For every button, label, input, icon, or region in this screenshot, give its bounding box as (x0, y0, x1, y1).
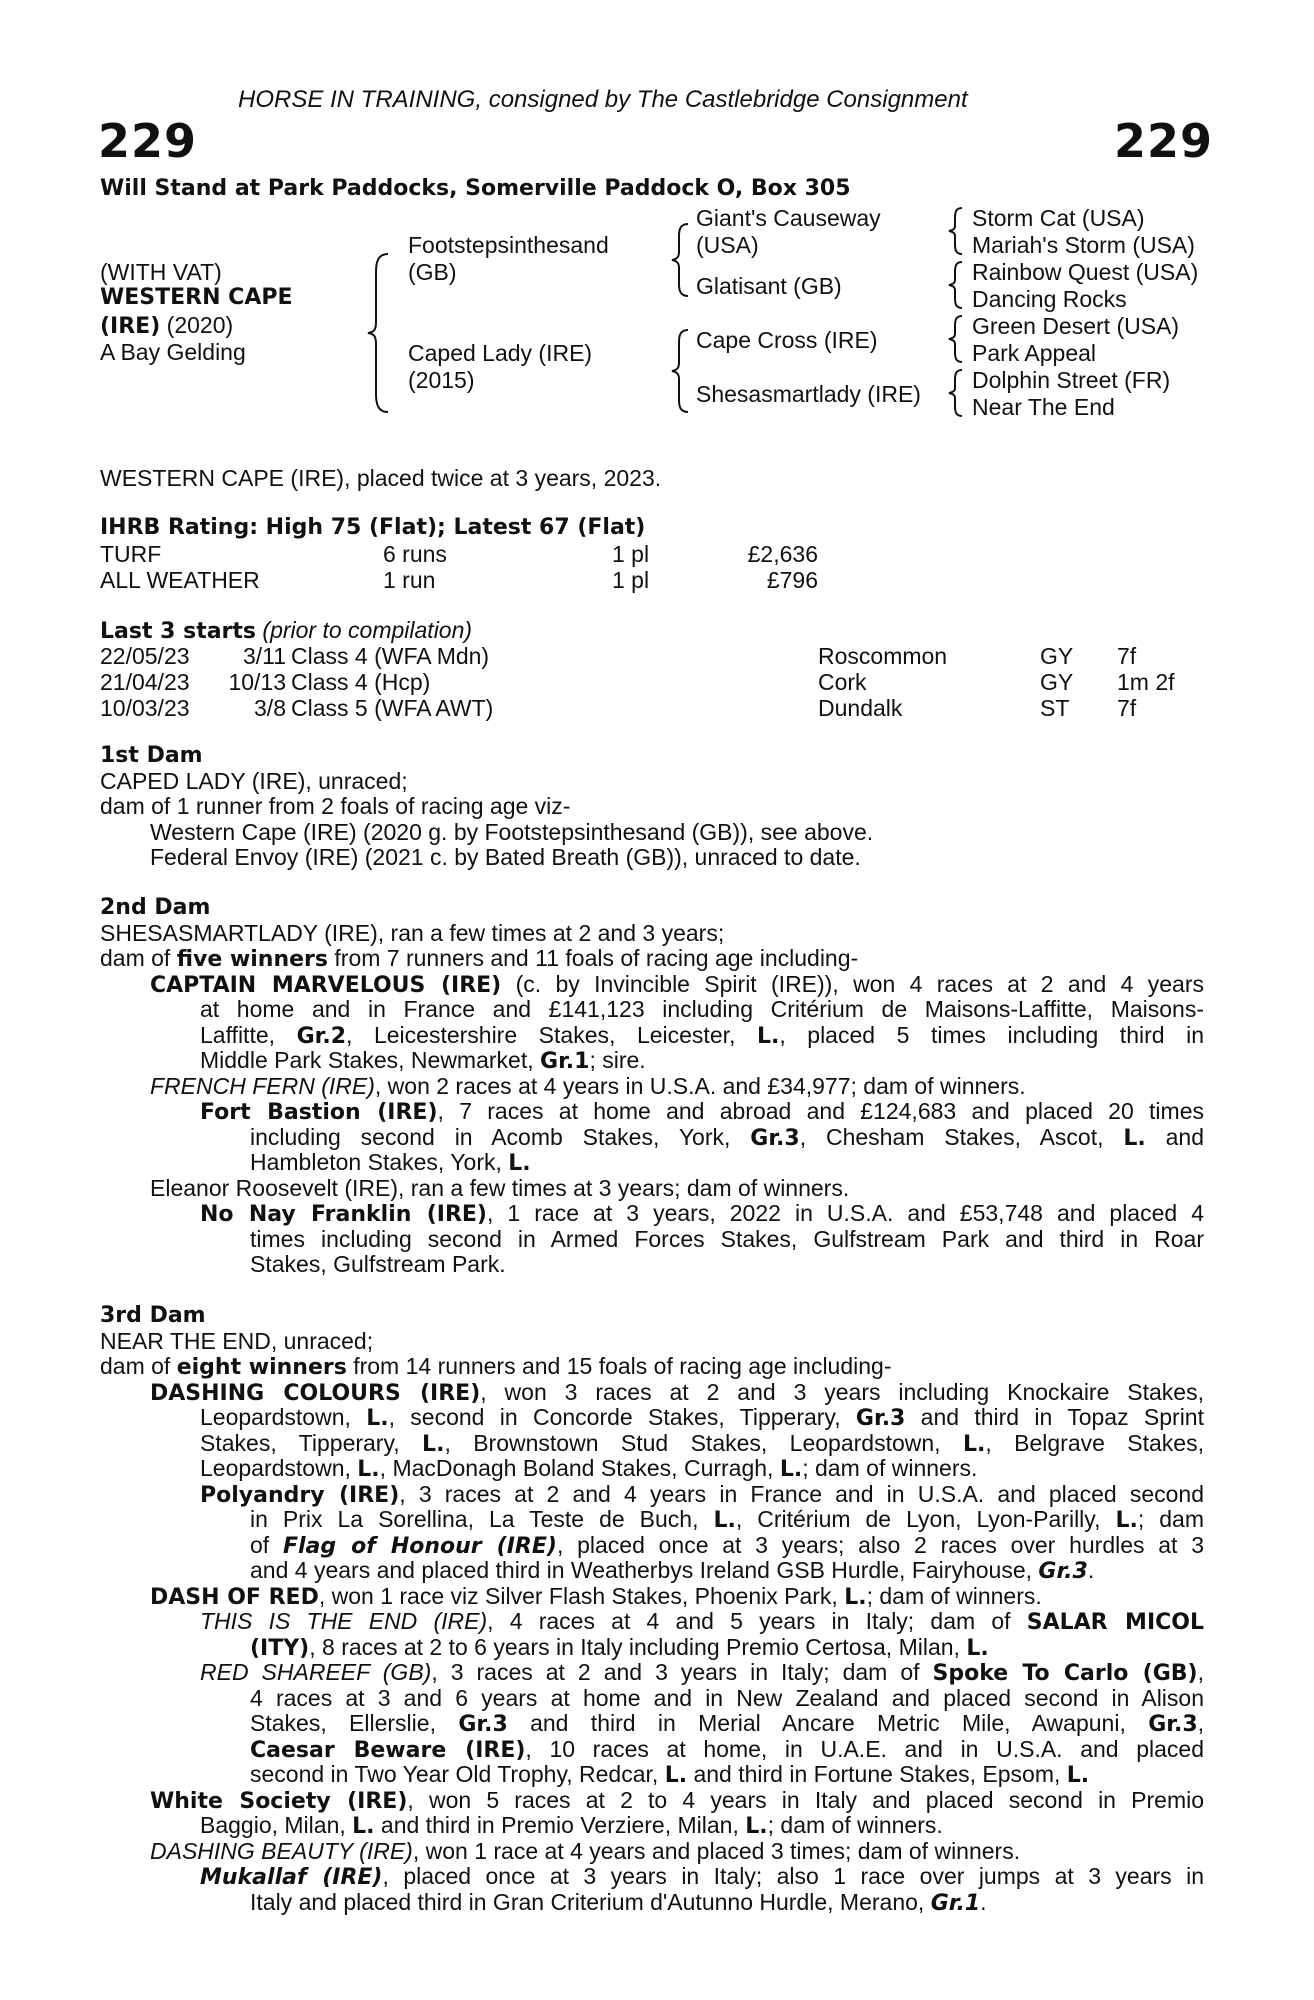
third-dam-section (100, 1303, 1204, 1915)
produce-line: Middle Park Stakes, Newmarket, Gr.1; sire. (200, 1047, 646, 1074)
sire-origin: (GB) (408, 259, 457, 285)
produce-line: Stakes, Tipperary, L., Brownstown Stud Stakes, Leopardstown, L., Belgrave Stakes, (200, 1430, 1204, 1456)
first-dam-section (100, 743, 1204, 871)
produce-line: Stakes, Ellerslie, Gr.3 and third in Merial Ancare Metric Mile, Awapuni, Gr.3, (250, 1711, 1204, 1737)
granddam-2: Dancing Rocks (972, 286, 1127, 312)
horse-description: A Bay Gelding (100, 339, 246, 365)
produce-line: Leopardstown, L., second in Concorde Stakes, Tipperary, Gr.3 and third in Topaz Sprint (200, 1405, 1204, 1431)
produce-line: in Prix La Sorellina, La Teste de Buch, L., Critérium de Lyon, Lyon-Parilly, L.; dam (250, 1507, 1204, 1533)
dam-line: CAPED LADY (IRE), unraced; (100, 767, 408, 794)
sire-name: Footstepsinthesand (408, 232, 609, 258)
produce-line: 4 races at 3 and 6 years at home and in New Zealand and placed second in Alison (250, 1685, 1204, 1711)
pedigree-brace-2 (670, 222, 692, 298)
catalogue-header: HORSE IN TRAINING, consigned by The Castlebridge Consignment (238, 86, 968, 113)
dam-sire: Cape Cross (IRE) (696, 327, 878, 353)
section-heading: 1st Dam (100, 743, 203, 768)
start-class: Class 5 (WFA AWT) (291, 695, 494, 721)
produce-dashing-colours: DASHING COLOURS (IRE), won 3 races at 2 and 3 years including Knockaire Stakes, (150, 1379, 1204, 1405)
produce-caesar-beware: Caesar Beware (IRE), 10 races at home, in U.A.E. and in U.S.A. and placed (250, 1736, 1204, 1762)
start-going: GY (1040, 669, 1074, 695)
dam-line: dam of eight winners from 14 runners and 15 foals of racing age including- (100, 1353, 892, 1380)
start-course: Dundalk (818, 695, 903, 721)
rating-runs: 1 run (383, 567, 436, 593)
sire-sire-origin: (USA) (696, 232, 759, 258)
produce-line: Laffitte, Gr.2, Leicestershire Stakes, Leicester, L., placed 5 times including third in (200, 1022, 1204, 1048)
granddam-4: Near The End (972, 394, 1115, 420)
start-distance: 7f (1117, 695, 1137, 721)
race-summary: WESTERN CAPE (IRE), placed twice at 3 years, 2023. (100, 465, 662, 491)
start-date: 21/04/23 (100, 669, 190, 695)
produce-line: Italy and placed third in Gran Criterium d'Autunno Hurdle, Merano, Gr.1. (250, 1888, 987, 1916)
lot-number-left: 229 (98, 114, 198, 168)
rating-title: IHRB Rating: High 75 (Flat); Latest 67 (Flat) (100, 515, 646, 540)
start-course: Roscommon (818, 643, 948, 669)
produce-line: Stakes, Gulfstream Park. (250, 1251, 506, 1277)
pedigree-brace-7 (946, 368, 966, 418)
produce-captain-marvelous: CAPTAIN MARVELOUS (IRE) (c. by Invincible Spirit (IRE)), won 4 races at 2 and 4 years (150, 971, 1204, 997)
last-starts-title: Last 3 starts (prior to compilation) (100, 617, 473, 644)
start-date: 22/05/23 (100, 643, 190, 669)
sire-sire: Giant's Causeway (696, 205, 881, 231)
produce-dash-of-red: DASH OF RED, won 1 race viz Silver Flash Stakes, Phoenix Park, L.; dam of winners. (150, 1582, 1042, 1610)
produce-line: of Flag of Honour (IRE), placed once at 3 years; also 2 races over hurdles at 3 (250, 1532, 1204, 1558)
dam-line: dam of 1 runner from 2 foals of racing age viz- (100, 793, 571, 819)
produce-this-is-the-end: THIS IS THE END (IRE), 4 races at 4 and 5 years in Italy; dam of SALAR MICOL (200, 1609, 1204, 1635)
produce-line: Federal Envoy (IRE) (2021 c. by Bated Breath (GB)), unraced to date. (150, 844, 861, 870)
dam-line: NEAR THE END, unraced; (100, 1327, 374, 1354)
produce-line: times including second in Armed Forces Stakes, Gulfstream Park and third in Roar (250, 1226, 1204, 1252)
dam-line: SHESASMARTLADY (IRE), ran a few times at 2 and 3 years; (100, 919, 725, 946)
produce-line: at home and in France and £141,123 including Critérium de Maisons-Laffitte, Maisons- (200, 997, 1204, 1022)
produce-line: and 4 years and placed third in Weatherbys Ireland GSB Hurdle, Fairyhouse, Gr.3. (250, 1557, 1095, 1584)
section-heading: 3rd Dam (100, 1303, 206, 1328)
produce-dashing-beauty: DASHING BEAUTY (IRE), won 1 race at 4 years and placed 3 times; dam of winners. (150, 1837, 1021, 1864)
produce-line: Western Cape (IRE) (2020 g. by Footstepsinthesand (GB)), see above. (150, 818, 874, 845)
start-distance: 7f (1117, 643, 1137, 669)
rating-prize: £796 (766, 567, 818, 593)
pedigree-brace-3 (670, 328, 692, 414)
dam-name: Caped Lady (IRE) (408, 340, 593, 366)
vat-note: (WITH VAT) (100, 259, 222, 285)
pedigree-brace-6 (946, 314, 966, 364)
pedigree-brace-1 (366, 252, 392, 414)
produce-line: (ITY), 8 races at 2 to 6 years in Italy including Premio Certosa, Milan, L. (250, 1633, 989, 1661)
produce-line: Baggio, Milan, L. and third in Premio Verziere, Milan, L.; dam of winners. (200, 1812, 943, 1839)
start-position: 3/11 (242, 643, 286, 669)
produce-polyandry: Polyandry (IRE), 3 races at 2 and 4 years in France and in U.S.A. and placed second (200, 1481, 1204, 1507)
produce-eleanor-roosevelt: Eleanor Roosevelt (IRE), ran a few times at 3 years; dam of winners. (150, 1174, 850, 1201)
start-distance: 1m 2f (1117, 669, 1175, 695)
rating-placed: 1 pl (612, 567, 650, 593)
produce-red-shareef: RED SHAREEF (GB), 3 races at 2 and 3 years in Italy; dam of Spoke To Carlo (GB), (200, 1660, 1204, 1686)
grandsire-3: Green Desert (USA) (972, 313, 1180, 339)
produce-mukallaf: Mukallaf (IRE), placed once at 3 years in Italy; also 1 race over jumps at 3 years in (200, 1864, 1204, 1890)
grandsire-4: Dolphin Street (FR) (972, 367, 1171, 393)
produce-fort-bastion: Fort Bastion (IRE), 7 races at home and abroad and £124,683 and placed 20 times (200, 1099, 1204, 1125)
dam-year: (2015) (408, 367, 475, 393)
horse-name: WESTERN CAPE (100, 285, 293, 310)
produce-white-society: White Society (IRE), won 5 races at 2 to 4 years in Italy and placed second in Premio (150, 1787, 1204, 1813)
start-going: GY (1040, 643, 1074, 669)
produce-no-nay-franklin: No Nay Franklin (IRE), 1 race at 3 years, 2022 in U.S.A. and £53,748 and placed 4 (200, 1201, 1204, 1227)
granddam-1: Mariah's Storm (USA) (972, 232, 1195, 258)
rating-surface: ALL WEATHER (100, 567, 260, 593)
produce-french-fern: FRENCH FERN (IRE), won 2 races at 4 years in U.S.A. and £34,977; dam of winners. (150, 1072, 1026, 1099)
section-heading: 2nd Dam (100, 895, 211, 920)
second-dam-section (100, 895, 1204, 1278)
lot-number-right: 229 (1114, 114, 1214, 168)
start-position: 10/13 (228, 669, 286, 695)
start-class: Class 4 (WFA Mdn) (291, 643, 490, 669)
rating-runs: 6 runs (383, 541, 447, 567)
rating-surface: TURF (100, 541, 162, 567)
start-class: Class 4 (Hcp) (291, 669, 431, 695)
start-course: Cork (818, 669, 867, 695)
start-going: ST (1040, 695, 1070, 721)
dam-dam: Shesasmartlady (IRE) (696, 381, 921, 407)
granddam-3: Park Appeal (972, 340, 1097, 366)
start-position: 3/8 (254, 695, 286, 721)
start-date: 10/03/23 (100, 695, 190, 721)
rating-placed: 1 pl (612, 541, 650, 567)
rating-prize: £2,636 (747, 541, 818, 567)
grandsire-2: Rainbow Quest (USA) (972, 259, 1199, 285)
produce-line: Leopardstown, L., MacDonagh Boland Stakes, Curragh, L.; dam of winners. (200, 1455, 978, 1482)
grandsire-1: Storm Cat (USA) (972, 205, 1145, 231)
sire-dam: Glatisant (GB) (696, 273, 842, 299)
produce-line: second in Two Year Old Trophy, Redcar, L. and third in Fortune Stakes, Epsom, L. (250, 1761, 1090, 1788)
stand-location: Will Stand at Park Paddocks, Somerville Paddock O, Box 305 (100, 176, 851, 201)
produce-line: including second in Acomb Stakes, York, Gr.3, Chesham Stakes, Ascot, L. and (250, 1124, 1204, 1150)
dam-line: dam of five winners from 7 runners and 11 foals of racing age including- (100, 945, 859, 972)
pedigree-brace-5 (946, 260, 966, 310)
horse-origin-year: (IRE) (2020) (100, 312, 234, 339)
pedigree-brace-4 (946, 206, 966, 256)
produce-line: Hambleton Stakes, York, L. (250, 1149, 531, 1176)
